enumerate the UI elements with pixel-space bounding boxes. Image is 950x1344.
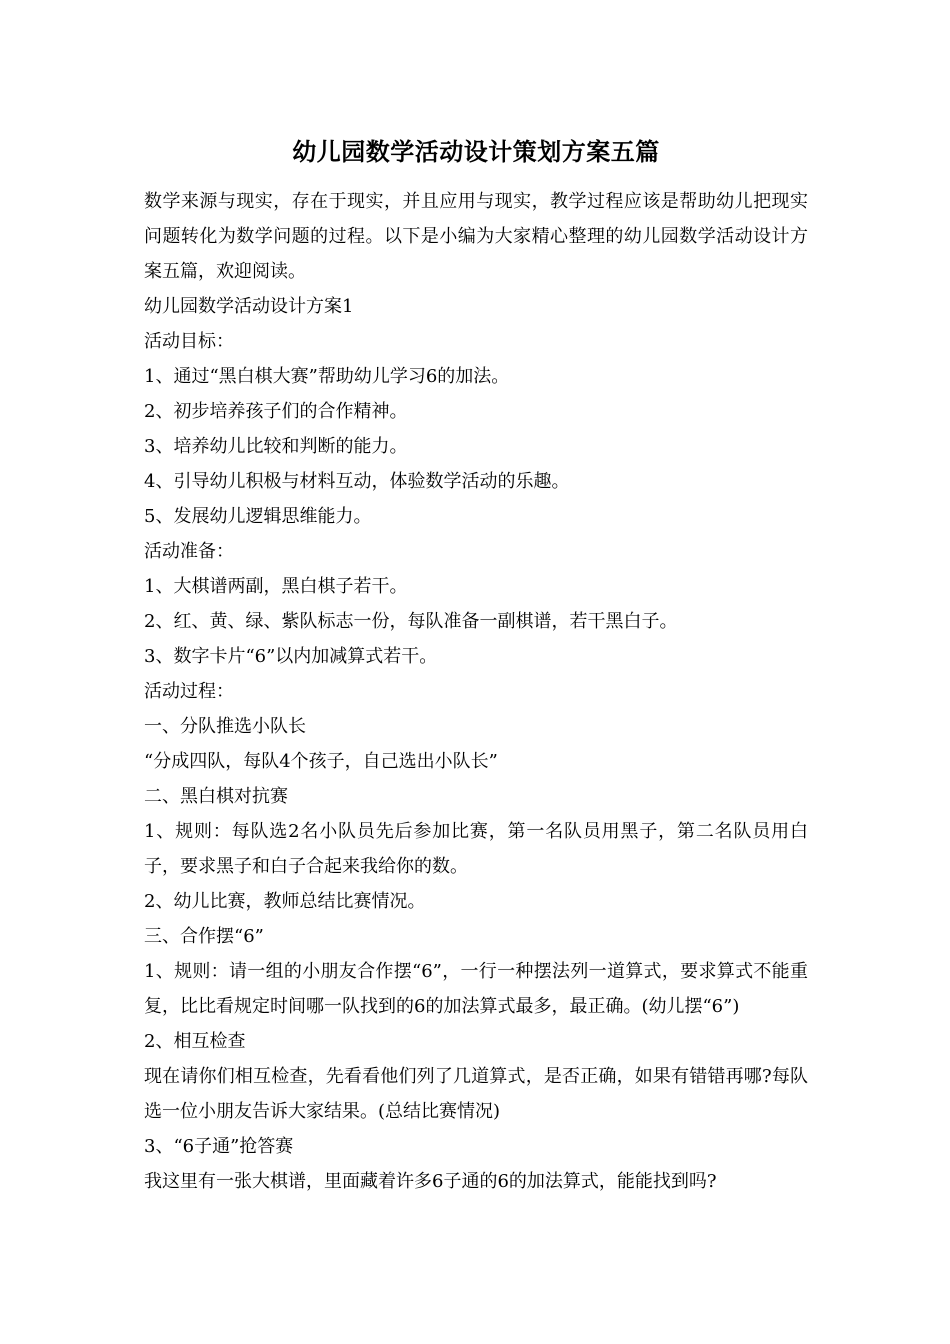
goals-heading: 活动目标： [144,331,234,352]
goal-item: 2、初步培养孩子们的合作精神。 [144,401,408,422]
section-title: 幼儿园数学活动设计方案1 [144,296,354,317]
prep-item: 3、数字卡片“6”以内加减算式若干。 [144,646,438,667]
intro-paragraph: 数学来源与现实，存在于现实，并且应用与现实，教学过程应该是帮助幼儿把现实问题转化为数学问题的过程。以下是小编为大家精心整理的幼儿园数学活动设计方案五篇，欢迎阅读。 [144,191,808,282]
step3-check: 现在请你们相互检查，先看看他们列了几道算式，是否正确，如果有错错再哪?每队选一位小朋友告诉大家结果。(总结比赛情况) [144,1066,808,1122]
goal-item: 1、通过“黑白棋大赛”帮助幼儿学习6的加法。 [144,366,510,387]
step2-item: 2、幼儿比赛，教师总结比赛情况。 [144,891,426,912]
document-title: 幼儿园数学活动设计策划方案五篇 [292,137,660,166]
step1-text: “分成四队，每队4个孩子，自己选出小队长” [144,751,498,772]
step2-rule: 1、规则：每队选2名小队员先后参加比赛，第一名队员用黑子，第二名队员用白子，要求黑子和白子合起来我给你的数。 [144,821,808,877]
step3-item: 3、“6子通”抢答赛 [144,1136,294,1157]
step3-item: 2、相互检查 [144,1031,246,1052]
prep-item: 2、红、黄、绿、紫队标志一份，每队准备一副棋谱，若干黑白子。 [144,611,678,632]
prep-heading: 活动准备： [144,541,234,562]
step1-heading: 一、分队推选小队长 [144,716,306,737]
goal-item: 4、引导幼儿积极与材料互动，体验数学活动的乐趣。 [144,471,570,492]
step3-heading: 三、合作摆“6” [144,926,264,947]
process-heading: 活动过程： [144,681,234,702]
step3-last: 我这里有一张大棋谱，里面藏着许多6子通的6的加法算式，能能找到吗? [144,1171,717,1192]
step2-heading: 二、黑白棋对抗赛 [144,786,288,807]
step3-rule: 1、规则：请一组的小朋友合作摆“6”，一行一种摆法列一道算式，要求算式不能重复，比比看规定时间哪一队找到的6的加法算式最多，最正确。(幼儿摆“6”) [144,961,808,1017]
prep-item: 1、大棋谱两副，黑白棋子若干。 [144,576,408,597]
document-page [144,128,808,1199]
goal-item: 3、培养幼儿比较和判断的能力。 [144,436,408,457]
goal-item: 5、发展幼儿逻辑思维能力。 [144,506,372,527]
